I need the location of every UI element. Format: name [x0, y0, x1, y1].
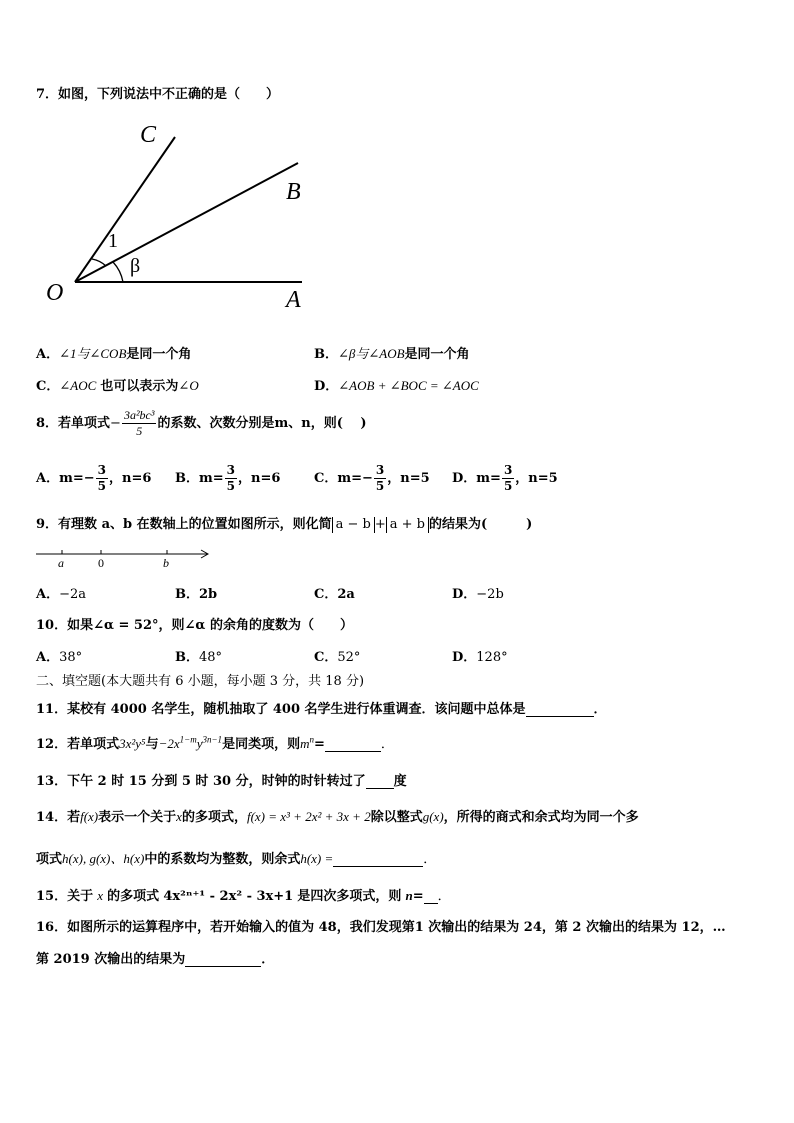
label-1: 1: [108, 230, 118, 252]
q7-option-b: B．∠β与∠AOB是同一个角: [314, 346, 470, 362]
q9-option-b: B．2b: [175, 587, 218, 602]
q10-option-c: C．52°: [314, 650, 361, 665]
q11-stem: 11．某校有 4000 名学生，随机抽取了 400 名学生进行体重调查．该问题中总体是 ．: [36, 702, 607, 717]
axis-label-b: b: [163, 556, 169, 570]
q16-line2: 第 2019 次输出的结果为 ．: [36, 952, 275, 967]
q10-option-b: B．48°: [175, 650, 223, 665]
label-c: C: [140, 122, 157, 148]
q8-option-c: C．m=− $\frac{3}{5}$ ，n=5: [314, 463, 430, 493]
arc-beta: [113, 262, 123, 282]
ray-ob: [75, 163, 298, 282]
q10-stem: 10．如果∠α = 52°，则∠α 的余角的度数为（ ）: [36, 618, 353, 633]
q8-option-b: B．m= $\frac{3}{5}$ ，n=6: [175, 463, 281, 493]
arc-1: [92, 259, 106, 266]
q13-blank: [366, 788, 394, 789]
q12-blank: [325, 751, 381, 752]
q7-option-a: A．∠1与∠COB是同一个角: [36, 346, 192, 362]
q7-option-d: D．∠AOB + ∠BOC = ∠AOC: [314, 378, 479, 394]
ray-oc: [75, 137, 175, 282]
section-heading: 二、填空题(本大题共有 6 小题，每小题 3 分，共 18 分): [36, 674, 365, 689]
label-b: B: [286, 179, 301, 205]
q7-option-c: C．∠AOC 也可以表示为∠O: [36, 378, 199, 394]
q10-option-a: A．38°: [36, 650, 83, 665]
label-o: O: [46, 280, 64, 306]
angle-figure: [40, 115, 320, 315]
q8-stem: 8．若单项式− $\frac{\text{3a²bc³}}{5}$ 的系数、次数分别是m、n，则( ): [36, 408, 367, 438]
q14-blank: [333, 866, 423, 867]
q12-stem: 12．若单项式3x²y⁵与$-2x^{1-m}y^{3n-1}$是同类项，则$m^n=$ ．: [36, 734, 394, 752]
q14-line1: 14．若f(x)表示一个关于x的多项式，f(x) = x³ + 2x² + 3x + 2除以整式g(x)，所得的商式和余式均为同一个多: [36, 809, 639, 825]
label-a: A: [286, 287, 301, 313]
axis-label-a: a: [58, 556, 64, 570]
q9-option-c: C．2a: [314, 587, 355, 602]
q9-stem: 9．有理数 a、b 在数轴上的位置如图所示，则化简 a − b + a + b 的结果为( ): [36, 517, 533, 532]
q14-line2: 项式h(x), g(x)、h(x)中的系数均为整数，则余式h(x) = ．: [36, 851, 437, 867]
q11-blank: [526, 716, 594, 717]
number-line: [36, 545, 216, 571]
q9-option-a: A．−2a: [36, 587, 87, 602]
q7-stem: 7．如图，下列说法中不正确的是（ ）: [36, 87, 280, 102]
label-beta: β: [130, 255, 141, 277]
q8-option-a: A．m=− $\frac{3}{5}$ ，n=6: [36, 463, 152, 493]
q10-option-d: D．128°: [452, 650, 508, 665]
q15-stem: 15．关于 x 的多项式 4x²ⁿ⁺¹ - 2x² - 3x+1 是四次多项式，则 n= ．: [36, 888, 451, 904]
q16-line1: 16．如图所示的运算程序中，若开始输入的值为 48，我们发现第1 次输出的结果为 24，第 2 次输出的结果为 12，…: [36, 920, 726, 935]
q8-option-d: D．m= $\frac{3}{5}$ ，n=5: [452, 463, 558, 493]
axis-label-zero: 0: [98, 556, 104, 570]
q16-blank: [185, 966, 261, 967]
q13-stem: 13．下午 2 时 15 分到 5 时 30 分，时钟的时针转过了 度: [36, 774, 407, 789]
q9-option-d: D．−2b: [452, 587, 504, 602]
q15-blank: [424, 903, 438, 904]
